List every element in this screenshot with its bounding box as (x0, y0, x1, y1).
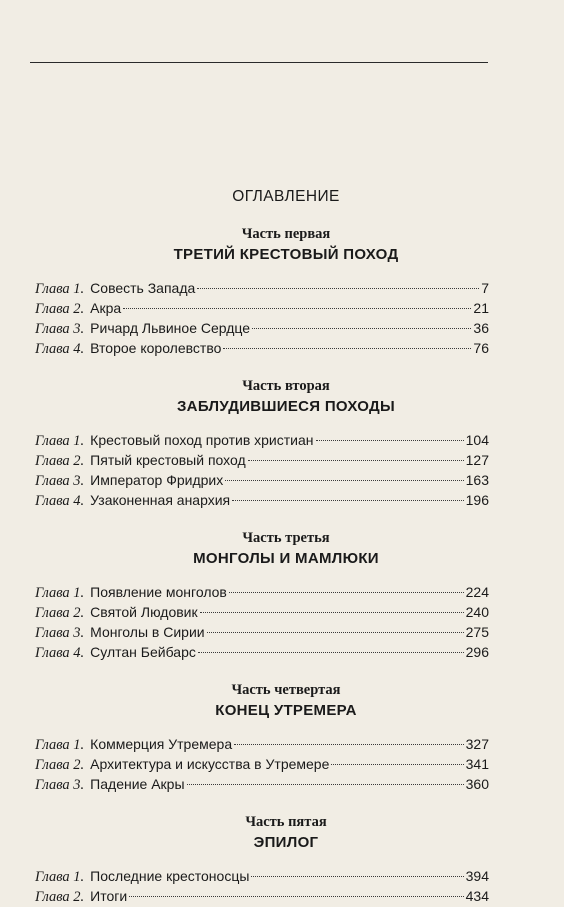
dot-leader (316, 440, 464, 441)
chapter-title: Архитектура и искусства в Утремере (90, 756, 330, 772)
dot-leader (234, 744, 464, 745)
dot-leader (207, 632, 464, 633)
chapter-title: Коммерция Утремера (90, 736, 233, 752)
part-label: Часть вторая (242, 378, 330, 394)
chapter-number: Глава 3. (35, 625, 85, 641)
toc-entry[interactable] (35, 450, 489, 470)
chapter-title: Совесть Запада (90, 280, 196, 296)
dot-leader (251, 876, 463, 877)
chapter-title: Узаконенная анархия (90, 492, 231, 508)
page-number: 327 (465, 736, 489, 752)
chapter-title: Император Фридрих (90, 472, 224, 488)
chapter-number: Глава 3. (35, 777, 85, 793)
page-number: 394 (465, 868, 489, 884)
chapter-number: Глава 1. (35, 281, 85, 297)
chapter-number: Глава 4. (35, 645, 85, 661)
page-number: 21 (473, 300, 489, 316)
chapter-number: Глава 2. (35, 453, 85, 469)
page-number: 163 (465, 472, 489, 488)
toc-entry[interactable] (35, 338, 489, 358)
toc-entry[interactable] (35, 622, 489, 642)
dot-leader (223, 348, 471, 349)
top-rule (30, 62, 488, 63)
part-label: Часть первая (241, 226, 331, 242)
part-label: Часть третья (242, 530, 330, 546)
chapter-title: Падение Акры (90, 776, 185, 792)
toc-entry[interactable] (35, 642, 489, 662)
toc-entry[interactable] (35, 886, 489, 906)
toc-part (0, 376, 564, 510)
dot-leader (129, 896, 463, 897)
chapter-number: Глава 2. (35, 889, 85, 905)
toc-entry[interactable] (35, 602, 489, 622)
toc-entry[interactable] (35, 430, 489, 450)
dot-leader (123, 308, 471, 309)
part-label: Часть четвертая (231, 682, 341, 698)
page-number: 7 (481, 280, 489, 296)
toc-entry[interactable] (35, 490, 489, 510)
table-of-contents (0, 186, 564, 906)
chapter-number: Глава 1. (35, 585, 85, 601)
toc-entry[interactable] (35, 754, 489, 774)
chapter-number: Глава 3. (35, 473, 85, 489)
toc-part (0, 680, 564, 794)
dot-leader (248, 460, 464, 461)
toc-entry[interactable] (35, 298, 489, 318)
chapter-title: Итоги (90, 888, 128, 904)
toc-part (0, 528, 564, 662)
page-number: 434 (465, 888, 489, 904)
dot-leader (252, 328, 471, 329)
dot-leader (232, 500, 464, 501)
page-number: 275 (465, 624, 489, 640)
chapter-title: Второе королевство (90, 340, 222, 356)
chapter-number: Глава 2. (35, 301, 85, 317)
page-number: 360 (465, 776, 489, 792)
part-title: ЭПИЛОГ (253, 834, 319, 851)
page-number: 104 (465, 432, 489, 448)
chapter-title: Султан Бейбарс (90, 644, 196, 660)
toc-part (0, 812, 564, 906)
chapter-number: Глава 1. (35, 869, 85, 885)
toc-entry[interactable] (35, 866, 489, 886)
chapter-number: Глава 4. (35, 341, 85, 357)
page-number: 341 (465, 756, 489, 772)
chapter-number: Глава 3. (35, 321, 85, 337)
toc-entry[interactable] (35, 278, 489, 298)
page-number: 36 (473, 320, 489, 336)
chapter-title: Ричард Львиное Сердце (90, 320, 251, 336)
chapter-title: Пятый крестовый поход (90, 452, 246, 468)
page-number: 296 (465, 644, 489, 660)
chapter-number: Глава 1. (35, 433, 85, 449)
page-number: 76 (473, 340, 489, 356)
toc-parts (0, 224, 564, 906)
toc-part (0, 224, 564, 358)
toc-title: ОГЛАВЛЕНИЕ (232, 188, 340, 205)
chapter-title: Последние крестоносцы (90, 868, 250, 884)
chapter-number: Глава 2. (35, 605, 85, 621)
chapter-title: Крестовый поход против христиан (90, 432, 314, 448)
chapter-number: Глава 4. (35, 493, 85, 509)
dot-leader (331, 764, 463, 765)
page-number: 224 (465, 584, 489, 600)
chapter-number: Глава 2. (35, 757, 85, 773)
dot-leader (187, 784, 464, 785)
dot-leader (197, 288, 479, 289)
part-label: Часть пятая (245, 814, 327, 830)
part-title: МОНГОЛЫ И МАМЛЮКИ (193, 550, 379, 567)
dot-leader (229, 592, 464, 593)
chapter-number: Глава 1. (35, 737, 85, 753)
page-number: 196 (465, 492, 489, 508)
dot-leader (198, 652, 464, 653)
page-number: 240 (465, 604, 489, 620)
dot-leader (225, 480, 463, 481)
toc-entry[interactable] (35, 774, 489, 794)
part-title: ТРЕТИЙ КРЕСТОВЫЙ ПОХОД (173, 246, 399, 263)
toc-entry[interactable] (35, 318, 489, 338)
dot-leader (200, 612, 464, 613)
page-number: 127 (465, 452, 489, 468)
chapter-title: Акра (90, 300, 122, 316)
chapter-title: Монголы в Сирии (90, 624, 205, 640)
part-title: КОНЕЦ УТРЕМЕРА (215, 702, 357, 719)
toc-entry[interactable] (35, 582, 489, 602)
part-title: ЗАБЛУДИВШИЕСЯ ПОХОДЫ (176, 398, 395, 415)
chapter-title: Святой Людовик (90, 604, 198, 620)
chapter-title: Появление монголов (90, 584, 227, 600)
toc-entry[interactable] (35, 470, 489, 490)
toc-entry[interactable] (35, 734, 489, 754)
